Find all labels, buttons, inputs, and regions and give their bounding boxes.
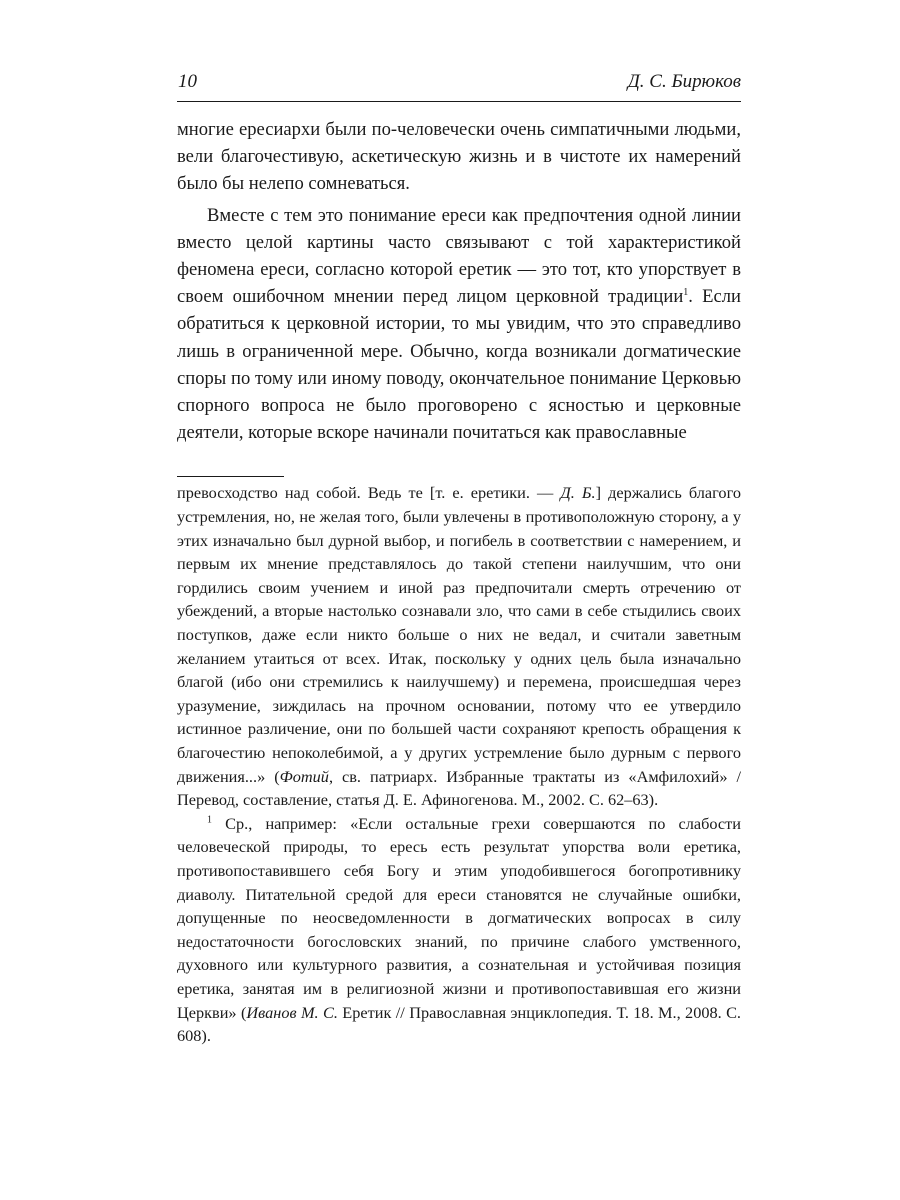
footnote-1 — [177, 812, 741, 1048]
paragraph-text: Вместе с тем это понимание ереси как предпочтения одной линии вместо целой картины часто связывают с той характеристикой феномена ереси, согласно которой еретик — это тот, кто упорствует в своем ошибочном мнении перед лицом церковной традиции — [177, 204, 741, 308]
footnote-text: Ср., например: «Если остальные грехи совершаются по слабости человеческой природы, то ересь есть результат упорства воли еретика, противопоставившего себя Богу и этим уподобившегося богопротивнику диаволу. Питательной средой для ереси становятся не случайные ошибки, допущенные по неосведомленности в догматических вопросах в силу недостаточности богословских знаний, по причине слабого умственного, духовного или культурного развития, а сознательная и устойчивая позиция еретика, занятая им в религиозной жизни и противопоставившая его жизни Церкви» ( — [177, 813, 741, 1022]
footnote-italic-author: Иванов М. С. — [246, 1002, 338, 1022]
paragraph — [177, 202, 741, 447]
footnote-italic-author: Фотий — [279, 766, 329, 786]
footnote-italic-initials: Д. Б. — [560, 483, 596, 503]
footnote-citation: Еретик // Православная энциклопедия. Т. 18. М., 2008. С. 608). — [177, 1002, 742, 1046]
running-head-author: Д. С. Бирюков — [627, 71, 741, 92]
running-head — [177, 70, 741, 102]
footnote-citation: , св. патриарх. Избранные трактаты из «Амфилохий» / Перевод, составление, статья Д. Е. Афиногенова. М., 2002. С. 62–63). — [177, 766, 741, 810]
paragraph-text: . Если обратиться к церковной истории, то мы увидим, что это справедливо лишь в ограниченной мере. Обычно, когда возникали догматические споры по тому или иному поводу, окончательное понимание Церковью спорного вопроса не было проговорено с ясностью и церковные деятели, которые вскоре начинали почитаться как православные — [177, 286, 741, 444]
paragraph-continued: многие ересиархи были по-человечески очень симпатичными людьми, вели благочестивую, аскетическую жизнь и в чистоте их намерений было бы нелепо сомневаться. — [177, 119, 741, 195]
footnote-text: ] держались благого устремления, но, не желая того, были увлечены в противоположную сторону, а у этих изначально был дурной выбор, и погибель в соответствии с намерением, и первым их мнение представлялось до такой степени наилучшим, что они гордились своим учением и иной раз предпочитали смерть отречению от убеждений, а вторые настолько сознавали зло, что сами в себе стыдились своих поступков, даже если никто больше о них не ведал, и считали заветным желанием утаиться от всех. Итак, поскольку у одних цель была изначально благой (ибо они стремились к наилучшему) и перемена, происшедшая через уразумение, зиждилась на прочном основании, потому что ее утвердило истинное различение, они по большей части сохраняют крепость обращения к благочестию непоколебимой, а у других устремление было дурным с первого движения...» ( — [177, 483, 741, 786]
footnote-marker: 1 — [207, 814, 212, 826]
page-number: 10 — [178, 71, 197, 92]
footnote-reference[interactable]: 1 — [683, 287, 689, 299]
footnote-continued — [177, 481, 741, 811]
book-page — [177, 70, 741, 1048]
main-text — [177, 116, 741, 446]
footnote-text: превосходство над собой. Ведь те [т. е. еретики. — — [177, 483, 561, 503]
footnotes — [177, 481, 741, 1047]
footnote-separator — [177, 476, 284, 477]
